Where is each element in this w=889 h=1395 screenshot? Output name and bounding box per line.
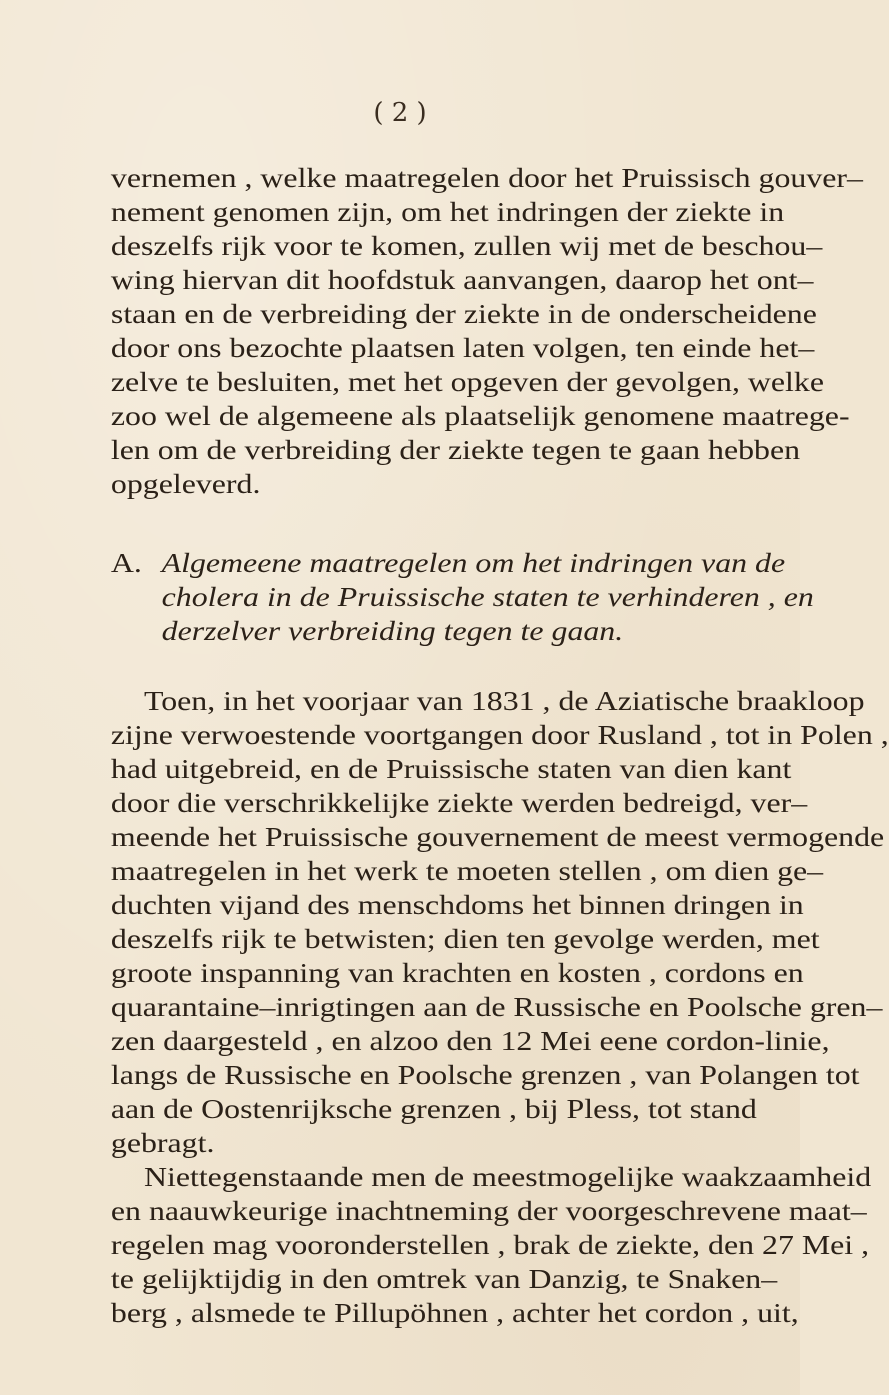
text-line: len om de verbreiding der ziekte tegen te gaan hebben [110,435,801,465]
text-line: duchten vijand des menschdoms het binnen dringen in [110,890,804,920]
text-line: en naauwkeurige inachtneming der voorgeschrevene maat– [110,1196,867,1226]
text-line: zelve te besluiten, met het opgeven der gevolgen, welke [110,367,824,397]
page-number: ( 2 ) [373,98,427,128]
text-line: zijne verwoestende voortgangen door Rusland , tot in Polen , [110,720,889,750]
text-line: had uitgebreid, en de Pruissische staten van dien kant [110,754,792,784]
text-line: zen daargesteld , en alzoo den 12 Mei eene cordon-linie, [110,1026,830,1056]
text-line: nement genomen zijn, om het indringen der ziekte in [110,197,785,227]
text-line: door die verschrikkelijke ziekte werden bedreigd, ver– [110,788,808,818]
text-line: deszelfs rijk voor te komen, zullen wij met de beschou– [110,231,823,261]
text-line: Toen, in het voorjaar van 1831 , de Aziatische braakloop [143,686,865,716]
text-line: regelen mag vooronderstellen , brak de ziekte, den 27 Mei , [110,1230,870,1260]
text-line: opgeleverd. [110,469,261,499]
heading-text: Algemeene maatregelen om het indringen van de [161,548,786,578]
text-line: wing hiervan dit hoofdstuk aanvangen, daarop het ont– [110,265,814,295]
text-line: groote inspanning van krachten en kosten , cordons en [110,958,804,988]
text-line: Niettegenstaande men de meestmogelijke waakzaamheid [143,1162,872,1192]
text-line: aan de Oostenrijksche grenzen , bij Pless, tot stand [110,1094,757,1124]
text-line: maatregelen in het werk te moeten stellen , om dien ge– [110,856,824,886]
heading-line: cholera in de Pruissische staten te verhinderen , en [161,582,814,612]
section-letter: A. [110,548,142,578]
heading-line [110,546,786,580]
text-line: staan en de verbreiding der ziekte in de onderscheidene [110,299,817,329]
text-line: gebragt. [110,1128,215,1158]
text-line: te gelijktijdig in den omtrek van Danzig, te Snaken– [110,1264,778,1294]
heading-line: derzelver verbreiding tegen te gaan. [161,616,624,646]
text-line: berg , alsmede te Pillupöhnen , achter het cordon , uit, [110,1298,799,1328]
text-line: meende het Pruissische gouvernement de meest vermogende [110,822,885,852]
text-line: deszelfs rijk te betwisten; dien ten gevolge werden, met [110,924,820,954]
text-line: quarantaine–inrigtingen aan de Russische en Poolsche gren– [110,992,883,1022]
text-line: langs de Russische en Poolsche grenzen , van Polangen tot [110,1060,860,1090]
text-line: door ons bezochte plaatsen laten volgen, ten einde het– [110,333,815,363]
text-line: zoo wel de algemeene als plaatselijk genomene maatrege- [110,401,850,431]
text-line: vernemen , welke maatregelen door het Pruissisch gouver– [110,163,863,193]
